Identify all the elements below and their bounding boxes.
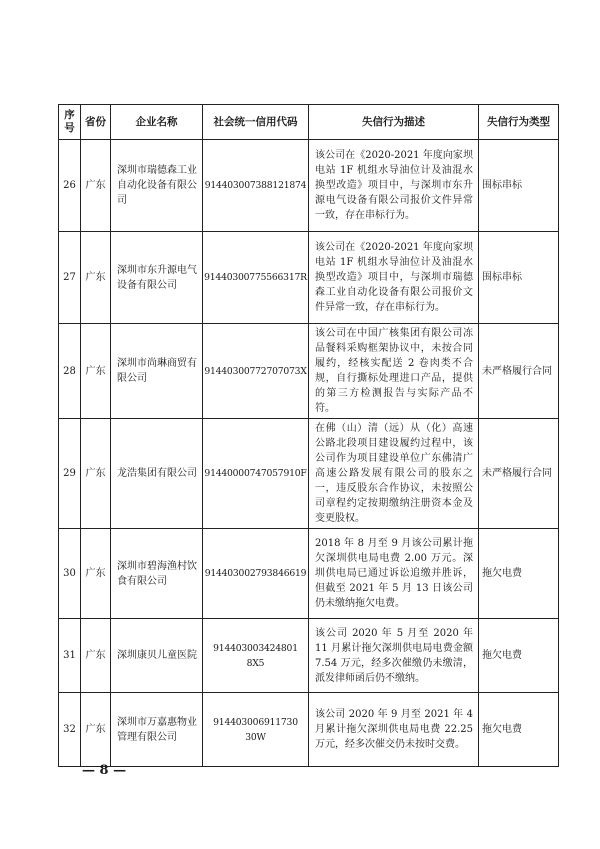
cell-description: 2018 年 8 月至 9 月该公司累计拖欠深圳供电局电费 2.00 万元。深圳供电局已通过诉讼追缴并胜诉，但截至 2021 年 5 月 13 日该公司仍未缴纳拖欠电费。 [309,529,479,619]
header-company: 企业名称 [111,105,203,140]
cell-province: 广东 [81,529,111,619]
cell-type: 拖欠电费 [479,529,559,619]
cell-seq: 30 [59,529,81,619]
record-table-container [58,104,558,767]
header-province: 省份 [81,105,111,140]
cell-company: 深圳市尚琳商贸有限公司 [111,324,203,419]
dishonest-record-table [58,104,559,767]
header-seq: 序号 [59,105,81,140]
cell-code: 91440300775566317R [203,232,309,324]
cell-company: 深圳康贝儿童医院 [111,619,203,693]
cell-description: 该公司在《2020-2021 年度向家坝电站 1F 机组水导油位计及油混水换型改造》项目中，与深圳市东升源电气设备有限公司报价文件异常一致，存在串标行为。 [309,140,479,232]
header-code: 社会统一信用代码 [203,105,309,140]
table-row [59,529,559,619]
cell-description: 该公司在《2020-2021 年度向家坝电站 1F 机组水导油位计及油混水换型改造》项目中，与深圳市瑞德森工业自动化设备有限公司报价文件异常一致，存在串标行为。 [309,232,479,324]
cell-company: 深圳市碧海渔村饮食有限公司 [111,529,203,619]
cell-province: 广东 [81,232,111,324]
header-type: 失信行为类型 [479,105,559,140]
cell-company: 深圳市万嘉惠物业管理有限公司 [111,693,203,767]
cell-description: 该公司在中国广核集团有限公司冻品餐料采购框架协议中，未按合同履约，经核实配送 2 卷肉类不合规，自行撕标处理进口产品，提供的第三方检测报告与实际产品不符。 [309,324,479,419]
cell-company: 深圳市东升源电气设备有限公司 [111,232,203,324]
table-row [59,232,559,324]
cell-seq: 28 [59,324,81,419]
cell-type: 未严格履行合同 [479,419,559,529]
cell-seq: 32 [59,693,81,767]
page-number: — 8 — [82,763,127,778]
cell-province: 广东 [81,693,111,767]
table-row [59,693,559,767]
cell-type: 拖欠电费 [479,693,559,767]
cell-code: 914403007388121874 [203,140,309,232]
cell-code: 914403003424801 8X5 [203,619,309,693]
table-header-row [59,105,559,140]
cell-type: 拖欠电费 [479,619,559,693]
cell-code: 914403006911730 30W [203,693,309,767]
cell-province: 广东 [81,419,111,529]
cell-code: 91440300772707073X [203,324,309,419]
cell-code: 91440000747057910F [203,419,309,529]
cell-type: 围标串标 [479,140,559,232]
cell-province: 广东 [81,619,111,693]
cell-province: 广东 [81,140,111,232]
cell-description: 该公司 2020 年 9 月至 2021 年 4 月累计拖欠深圳供电局电费 22.25 万元，经多次催交仍未按时交费。 [309,693,479,767]
cell-province: 广东 [81,324,111,419]
cell-company: 龙浩集团有限公司 [111,419,203,529]
cell-seq: 27 [59,232,81,324]
cell-seq: 31 [59,619,81,693]
cell-description: 在佛（山）清（远）从（化）高速公路北段项目建设履约过程中，该公司作为项目建设单位广东佛清广高速公路发展有限公司的股东之一，违反股东合作协议，未按照公司章程约定按期缴纳注册资本金及变更股权。 [309,419,479,529]
cell-seq: 26 [59,140,81,232]
cell-description: 该公司 2020 年 5 月至 2020 年 11 月累计拖欠深圳供电局电费金额 7.54 万元，经多次催缴仍未缴清，派发律师函后仍不缴纳。 [309,619,479,693]
cell-company: 深圳市瑞德森工业自动化设备有限公司 [111,140,203,232]
cell-type: 围标串标 [479,232,559,324]
table-row [59,324,559,419]
cell-code: 914403002793846619 [203,529,309,619]
cell-type: 未严格履行合同 [479,324,559,419]
table-row [59,140,559,232]
table-row [59,419,559,529]
header-description: 失信行为描述 [309,105,479,140]
table-row [59,619,559,693]
cell-seq: 29 [59,419,81,529]
